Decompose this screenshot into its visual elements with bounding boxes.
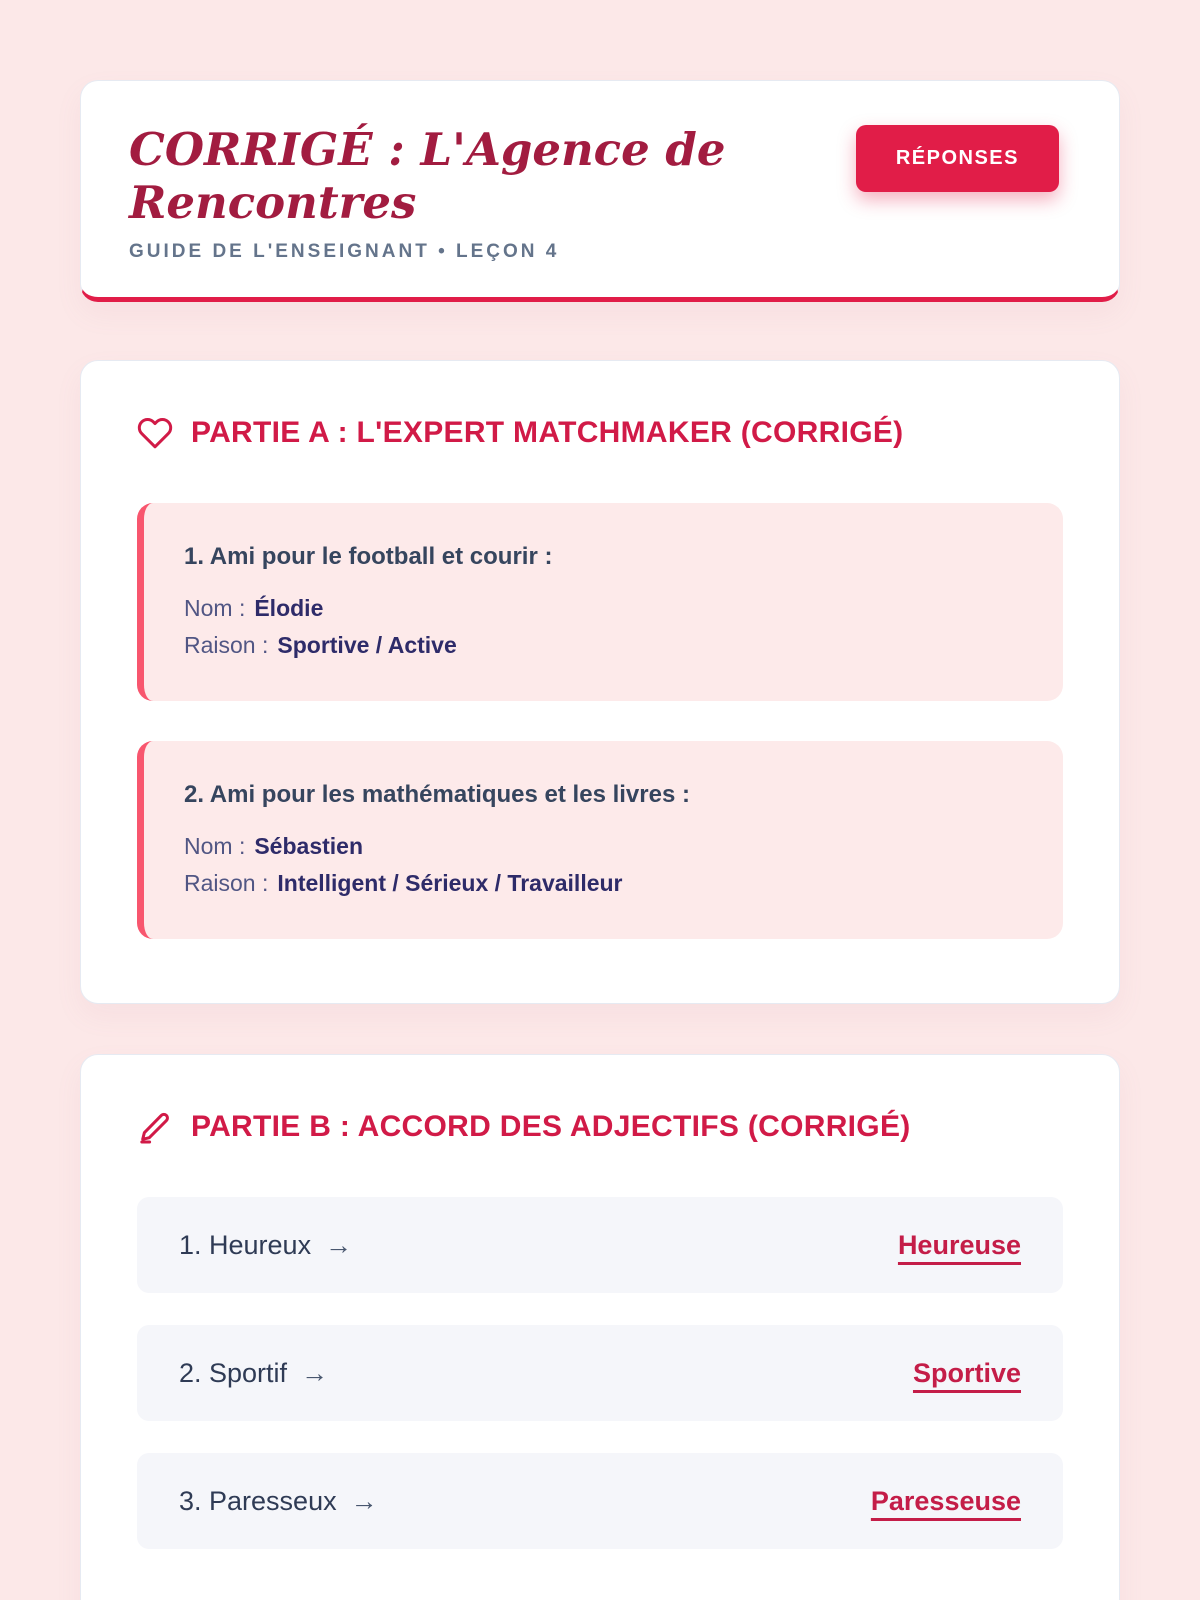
arrow-icon: → (301, 1357, 329, 1388)
raison-value: Sportive / Active (277, 632, 457, 659)
heart-icon (137, 415, 173, 451)
adjective-prompt (179, 1230, 352, 1261)
adjective-masculine: 1. Heureux (179, 1229, 312, 1260)
adjective-answer: Heureuse (897, 1229, 1021, 1260)
part-b-heading-label: PARTIE B : ACCORD DES ADJECTIFS (CORRIGÉ) (191, 1110, 911, 1144)
reponses-button[interactable]: RÉPONSES (856, 125, 1059, 192)
adjective-row-3 (137, 1453, 1063, 1549)
nom-value: Élodie (254, 595, 324, 622)
arrow-icon: → (325, 1229, 353, 1260)
match-question: 1. Ami pour le football et courir : (184, 543, 553, 571)
part-b-heading (137, 1109, 1063, 1145)
match-answer-card-2 (137, 741, 1063, 939)
arrow-icon: → (350, 1485, 378, 1516)
match-question: 2. Ami pour les mathématiques et les livres : (184, 781, 690, 809)
adjective-masculine: 3. Paresseux (179, 1485, 337, 1516)
nom-line (184, 595, 1023, 622)
raison-line (184, 870, 1023, 897)
raison-line (184, 632, 1023, 659)
raison-label: Raison : (184, 870, 269, 897)
part-b-section (80, 1054, 1120, 1600)
page-title: CORRIGÉ : L'Agence de Rencontres (129, 123, 726, 230)
adjective-row-2 (137, 1325, 1063, 1421)
adjective-prompt (179, 1358, 328, 1389)
header-text-block (129, 123, 789, 263)
adjective-row-1 (137, 1197, 1063, 1293)
adjective-prompt (179, 1486, 378, 1517)
header-card (80, 80, 1120, 302)
raison-value: Intelligent / Sérieux / Travailleur (277, 870, 623, 897)
page (80, 0, 1120, 1600)
adjective-answer: Sportive (912, 1357, 1021, 1388)
nom-line (184, 833, 1023, 860)
raison-label: Raison : (184, 632, 269, 659)
match-answer-card-1 (137, 503, 1063, 701)
adjective-masculine: 2. Sportif (179, 1357, 288, 1388)
page-subtitle: GUIDE DE L'ENSEIGNANT • LEÇON 4 (129, 241, 560, 263)
part-a-section (80, 360, 1120, 1004)
pencil-icon (137, 1109, 173, 1145)
nom-label: Nom : (184, 833, 246, 860)
part-a-heading-label: PARTIE A : L'EXPERT MATCHMAKER (CORRIGÉ) (191, 416, 904, 450)
adjective-answer: Paresseuse (870, 1485, 1021, 1516)
nom-label: Nom : (184, 595, 246, 622)
nom-value: Sébastien (254, 833, 363, 860)
part-a-heading (137, 415, 1063, 451)
